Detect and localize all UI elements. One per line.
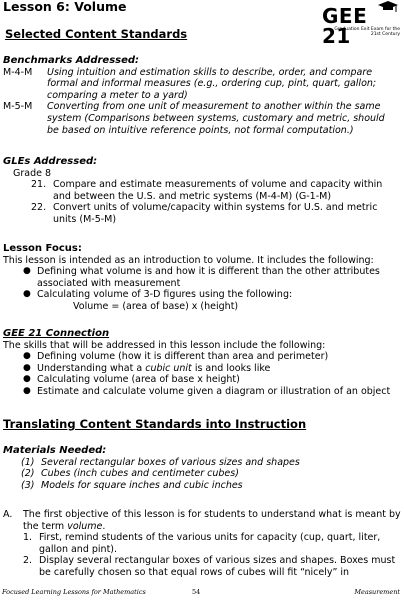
- instruction-section: [3, 509, 401, 579]
- connection-section: [3, 328, 401, 398]
- materials-section: [3, 445, 401, 491]
- gle-item: [31, 179, 401, 202]
- material-item: (2) Cubes (inch cubes and centimeter cubes): [21, 468, 239, 480]
- list-item: ● Defining what volume is and how it is different than the other attributes associated with measurement: [23, 266, 380, 289]
- focus-heading: Lesson Focus:: [3, 243, 82, 254]
- gle-number: 21.: [31, 179, 47, 191]
- list-item: ● Calculating volume of 3-D figures using the following:: [23, 289, 293, 301]
- footer-right: Measurement: [354, 588, 400, 596]
- material-item: (1) Several rectangular boxes of various sizes and shapes: [21, 456, 300, 468]
- list-item: ● Understanding what a cubic unit is and looks like: [23, 362, 271, 374]
- connection-heading: GEE 21 Connection: [3, 328, 110, 339]
- benchmark-item: [3, 67, 401, 102]
- benchmark-code: M-4-M: [3, 66, 33, 78]
- focus-section: [3, 243, 401, 313]
- page-number: 54: [192, 588, 201, 596]
- gle-number: 22.: [31, 202, 47, 214]
- list-item: ● Defining volume (how it is different than area and perimeter): [23, 351, 329, 363]
- connection-list: [3, 351, 401, 397]
- gle-text: Convert units of volume/capacity within systems for U.S. and metric units (M-5-M): [53, 202, 378, 225]
- benchmarks-section: [3, 55, 401, 136]
- benchmark-text: Using intuition and estimation skills to describe, order, and compare formal and informal measures (e.g., ordering cup, pint, quart, gallon; comparing a meter to a yard): [47, 66, 377, 101]
- gles-section: [3, 156, 401, 226]
- material-item: (3) Models for square inches and cubic inches: [21, 479, 243, 491]
- lesson-title: Lesson 6: Volume: [3, 0, 127, 14]
- step-item: 2. Display several rectangular boxes of various sizes and shapes. Boxes must be carefully chosen so that equal rows of cubes will fit “nicely” in: [23, 555, 396, 578]
- footer-left: Focused Learning Lessons for Mathematics: [2, 588, 146, 596]
- list-item: ● Estimate and calculate volume given a diagram or illustration of an object: [23, 385, 391, 397]
- benchmark-code: M-5-M: [3, 101, 33, 113]
- volume-formula: Volume = (area of base) x (height): [73, 300, 239, 312]
- materials-heading: Materials Needed:: [3, 445, 107, 456]
- logo-subtitle: Graduation Exit Exam for the 21st Century: [334, 27, 400, 37]
- section-heading-instruction: Translating Content Standards into Instruction: [3, 417, 307, 431]
- focus-list: [3, 266, 401, 301]
- gee21-logo: [322, 0, 400, 48]
- gle-text: Compare and estimate measurements of volume and capacity within and between the U.S. and metric systems (M-4-M) (G-1-M): [53, 179, 383, 202]
- gles-heading: GLEs Addressed:: [3, 156, 98, 167]
- benchmarks-heading: Benchmarks Addressed:: [3, 55, 140, 66]
- focus-intro: This lesson is intended as an introduction to volume. It includes the following:: [3, 254, 374, 266]
- benchmark-item: [3, 101, 401, 136]
- step-item: 1. First, remind students of the various units for capacity (cup, quart, liter, gallon and pint).: [23, 532, 381, 555]
- logo-text: GEE 21: [322, 4, 368, 48]
- list-item: ● Calculating volume (area of base x height): [23, 374, 240, 386]
- objective-a: A. The first objective of this lesson is for students to understand what is meant by the term volume.: [3, 509, 401, 532]
- grade-label: Grade 8: [13, 167, 52, 179]
- connection-intro: The skills that will be addressed in this lesson include the following:: [3, 339, 326, 351]
- benchmark-text: Converting from one unit of measurement to another within the same system (Comparisons between systems, customary and metric, should be based on intuitive reference points, not formal computation.): [47, 101, 385, 136]
- gle-item: [31, 202, 401, 225]
- section-heading-standards: Selected Content Standards: [5, 27, 188, 41]
